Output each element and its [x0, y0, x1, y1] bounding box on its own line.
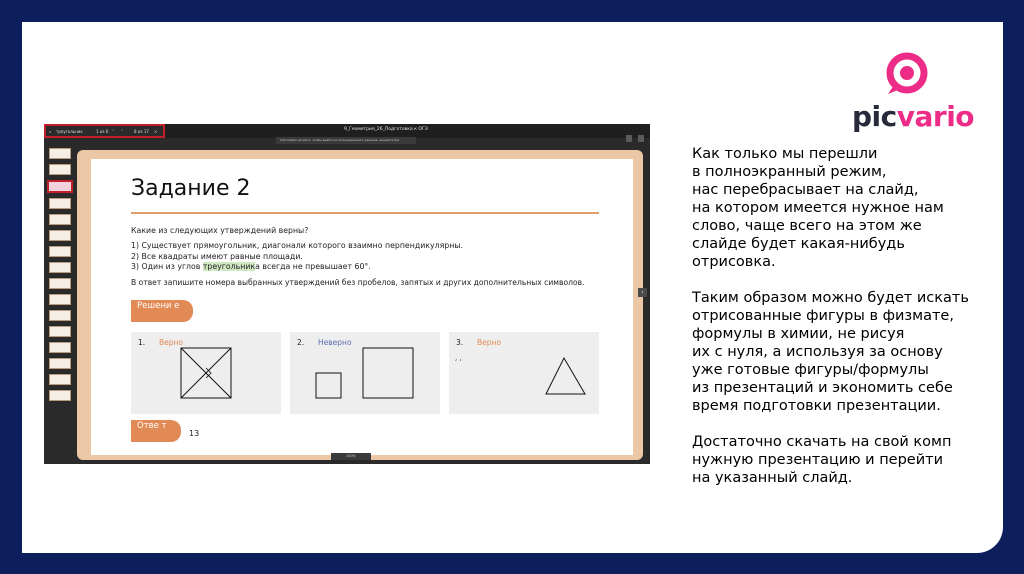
- triangle-figure: [449, 332, 599, 414]
- panel-verdict: Верно: [159, 338, 184, 347]
- slide-thumbnail[interactable]: [49, 148, 71, 159]
- slide-thumbnail[interactable]: [49, 278, 71, 289]
- slide-thumbnails: [47, 148, 73, 448]
- statement-3: 3) Один из углов треугольника всегда не превышает 60°.: [131, 262, 371, 271]
- search-highlight: треугольник: [202, 262, 256, 271]
- statement-2: 2) Все квадраты имеют равные площади.: [131, 251, 303, 261]
- statements-list: [131, 241, 463, 273]
- square-with-diagonals-figure: [131, 332, 281, 414]
- search-icon: ⌕: [49, 129, 52, 134]
- slide-thumbnail[interactable]: [49, 390, 71, 401]
- document-title: 9_Геометрия_26_Подготовка к ОГЭ: [344, 127, 428, 132]
- panel-verdict: Верно: [477, 338, 502, 347]
- solution-label: Решени е: [131, 300, 193, 322]
- fullscreen-notice: Information picvario: чтобы выйти из полноэкранного режима, нажмите Esc: [276, 137, 416, 144]
- description-paragraph-3: Достаточно скачать на свой комп нужную презентацию и перейти на указанный слайд.: [692, 434, 952, 486]
- slide-thumbnail[interactable]: [49, 374, 71, 385]
- panel-note: , ,: [455, 354, 462, 362]
- slide-thumbnail[interactable]: [49, 326, 71, 337]
- current-slide: [91, 159, 633, 455]
- slide-thumbnail[interactable]: [49, 342, 71, 353]
- slide-thumbnail[interactable]: [49, 310, 71, 321]
- zoom-control[interactable]: 100%: [331, 453, 371, 460]
- slide-thumbnail[interactable]: [49, 164, 71, 175]
- description-text: [692, 145, 992, 505]
- title-divider: [131, 212, 599, 214]
- delete-icon[interactable]: [626, 135, 632, 142]
- description-paragraph-2: Таким образом можно будет искать отрисованные фигуры в физмате, формулы в химии, не рисуя их с нуля, а используя за основу уже готовые фигуры/формулы из презентаций и экономить себе время подготовки презентации.: [692, 290, 969, 414]
- prev-match-button[interactable]: ˄: [112, 129, 114, 134]
- slide-thumbnail[interactable]: [49, 198, 71, 209]
- answer-label: Отве т: [131, 420, 181, 442]
- presentation-viewer-screenshot: [44, 124, 650, 464]
- panel-verdict: Неверно: [318, 338, 352, 347]
- statement-1: 1) Существует прямоугольник, диагонали которого взаимно перпендикулярны.: [131, 241, 463, 250]
- answer-instruction: В ответ запишите номера выбранных утверждений без пробелов, запятых и других дополнительных символов.: [131, 278, 585, 287]
- match-count: 1 из 6: [96, 129, 109, 134]
- slide-thumbnail[interactable]: [49, 230, 71, 241]
- solution-panel-3: [449, 332, 599, 414]
- picvario-logo-icon: [884, 52, 930, 98]
- viewer-toolbar: [44, 124, 650, 138]
- logo-wordmark: picvario: [852, 100, 975, 133]
- slide-thumbnail[interactable]: [49, 358, 71, 369]
- answer-value: 13: [189, 429, 200, 438]
- slide-thumbnail[interactable]: [49, 246, 71, 257]
- slide-thumbnail[interactable]: [49, 294, 71, 305]
- panel-number: 1.: [138, 338, 146, 347]
- description-paragraph-1: Как только мы перешли в полноэкранный режим, нас перебрасывает на слайд, на котором имеется нужное нам слово, чаще всего на этом же слайде будет какая-нибудь отрисовка.: [692, 146, 944, 270]
- panel-number: 3.: [456, 338, 464, 347]
- panel-number: 2.: [297, 338, 305, 347]
- slide-thumbnail[interactable]: [49, 214, 71, 225]
- two-squares-figure: [290, 332, 440, 414]
- find-bar[interactable]: [44, 124, 165, 138]
- close-search-icon[interactable]: ×: [154, 129, 158, 134]
- toolbar-actions: [620, 127, 644, 146]
- solution-panel-2: [290, 332, 440, 414]
- slide-thumbnail-selected[interactable]: [47, 180, 73, 193]
- solution-panel-1: [131, 332, 281, 414]
- fullscreen-icon[interactable]: [638, 135, 644, 142]
- slide-thumbnail[interactable]: [49, 262, 71, 273]
- page-indicator: 8 из 17: [134, 129, 149, 134]
- picvario-logo: [852, 52, 975, 137]
- next-slide-button[interactable]: ›: [638, 288, 647, 297]
- next-match-button[interactable]: ˅: [121, 129, 123, 134]
- slide-title: Задание 2: [131, 176, 251, 201]
- search-input[interactable]: треугольник: [56, 129, 83, 134]
- question-text: Какие из следующих утверждений верны?: [131, 226, 309, 235]
